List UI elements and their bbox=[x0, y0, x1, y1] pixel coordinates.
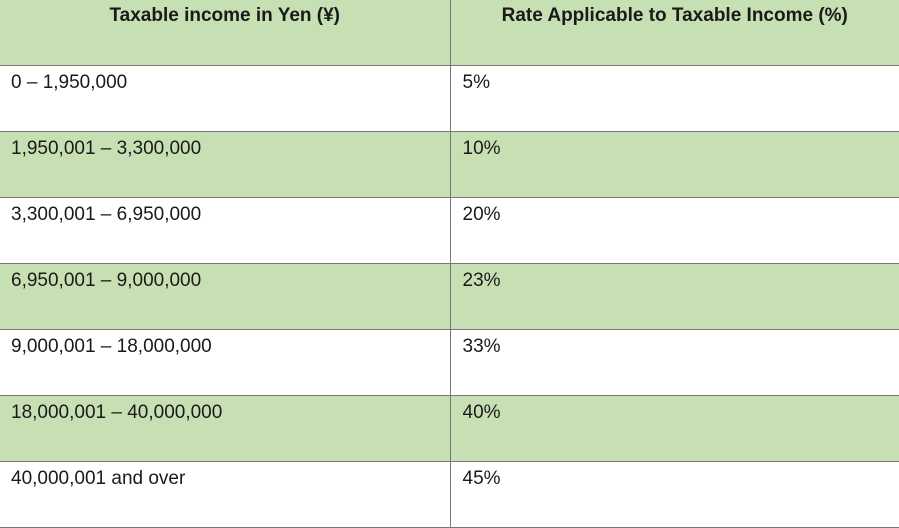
table-row bbox=[0, 131, 899, 197]
rate-cell: 20% bbox=[450, 197, 899, 263]
rate-cell: 23% bbox=[450, 263, 899, 329]
rate-cell: 45% bbox=[450, 461, 899, 527]
income-bracket-cell: 40,000,001 and over bbox=[0, 461, 450, 527]
table-row bbox=[0, 461, 899, 527]
rate-cell: 5% bbox=[450, 65, 899, 131]
rate-cell: 10% bbox=[450, 131, 899, 197]
income-column-header: Taxable income in Yen (¥) bbox=[0, 0, 450, 65]
rate-cell: 33% bbox=[450, 329, 899, 395]
income-bracket-cell: 6,950,001 – 9,000,000 bbox=[0, 263, 450, 329]
income-bracket-cell: 0 – 1,950,000 bbox=[0, 65, 450, 131]
rate-column-header: Rate Applicable to Taxable Income (%) bbox=[450, 0, 899, 65]
table-row bbox=[0, 395, 899, 461]
rate-cell: 40% bbox=[450, 395, 899, 461]
table-header-row bbox=[0, 0, 899, 65]
income-bracket-cell: 9,000,001 – 18,000,000 bbox=[0, 329, 450, 395]
income-bracket-cell: 3,300,001 – 6,950,000 bbox=[0, 197, 450, 263]
income-bracket-cell: 1,950,001 – 3,300,000 bbox=[0, 131, 450, 197]
table-row bbox=[0, 263, 899, 329]
table-row bbox=[0, 197, 899, 263]
table-row bbox=[0, 65, 899, 131]
income-bracket-cell: 18,000,001 – 40,000,000 bbox=[0, 395, 450, 461]
table-row bbox=[0, 329, 899, 395]
